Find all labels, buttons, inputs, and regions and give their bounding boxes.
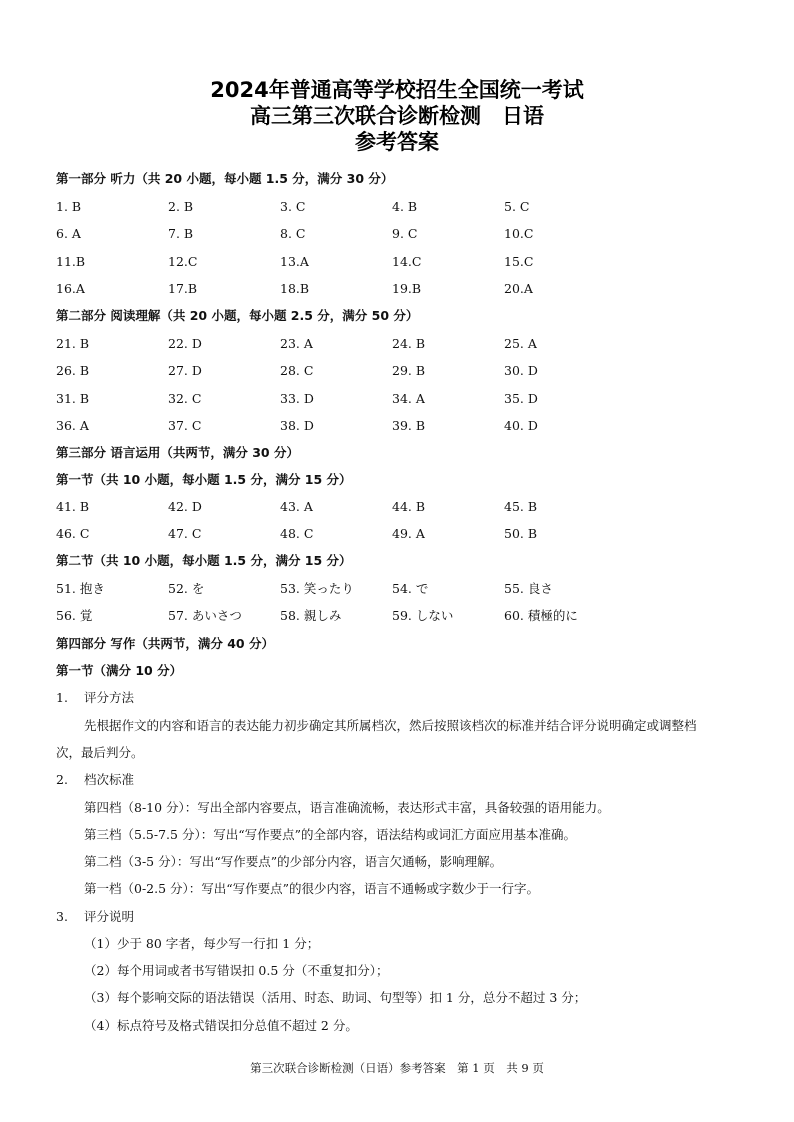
answer-item: 41. B bbox=[56, 499, 90, 514]
answer-item: 8. C bbox=[280, 226, 306, 242]
answer-item: 1. B bbox=[56, 199, 82, 214]
item2-title: 档次标准 bbox=[84, 772, 135, 787]
item3-title: 评分说明 bbox=[84, 909, 135, 924]
answer-item: 57. あいさつ bbox=[168, 608, 242, 624]
answer-item: 55. 良さ bbox=[504, 581, 553, 596]
answer-row bbox=[0, 418, 794, 434]
answer-row bbox=[0, 199, 794, 215]
item1-title: 评分方法 bbox=[84, 690, 135, 705]
answer-item: 32. C bbox=[168, 390, 202, 406]
answer-row bbox=[0, 581, 794, 597]
scoring-note-4: （4）标点符号及格式错误扣分总值不超过 2 分。 bbox=[84, 1018, 358, 1033]
answer-item: 45. B bbox=[504, 499, 538, 514]
answer-item: 42. D bbox=[168, 499, 202, 514]
grade-level-2: 第二档（3-5 分）：写出“写作要点”的少部分内容，语言欠通畅，影响理解。 bbox=[84, 854, 503, 869]
answer-item: 2. B bbox=[168, 199, 194, 214]
answer-item: 54. で bbox=[392, 581, 429, 596]
answer-row bbox=[0, 391, 794, 407]
answer-key-heading: 参考答案 bbox=[355, 130, 439, 154]
answer-item: 16.A bbox=[56, 281, 85, 297]
part3-heading: 第三部分 语言运用（共两节，满分 30 分） bbox=[56, 445, 299, 460]
answer-item: 38. D bbox=[280, 418, 314, 434]
part4-heading: 第四部分 写作（共两节，满分 40 分） bbox=[56, 636, 274, 651]
answer-item: 15.C bbox=[504, 253, 534, 269]
answer-item: 52. を bbox=[168, 581, 205, 596]
answer-item: 12.C bbox=[168, 253, 198, 269]
answer-item: 58. 親しみ bbox=[280, 608, 342, 624]
answer-item: 56. 覚 bbox=[56, 608, 93, 624]
answer-item: 24. B bbox=[392, 336, 426, 351]
answer-item: 39. B bbox=[392, 418, 426, 434]
answer-row bbox=[0, 226, 794, 242]
grade-level-1: 第一档（0-2.5 分）：写出“写作要点”的很少内容，语言不通畅或字数少于一行字。 bbox=[84, 881, 540, 896]
part4-section1-heading: 第一节（满分 10 分） bbox=[56, 663, 183, 678]
answer-item: 19.B bbox=[392, 281, 422, 297]
answer-row bbox=[0, 526, 794, 542]
answer-item: 37. C bbox=[168, 418, 202, 434]
answer-item: 31. B bbox=[56, 390, 90, 406]
answer-item: 60. 積極的に bbox=[504, 608, 578, 624]
answer-item: 4. B bbox=[392, 199, 418, 214]
answer-item: 6. A bbox=[56, 226, 81, 242]
answer-item: 13.A bbox=[280, 253, 309, 269]
grade-level-3: 第三档（5.5-7.5 分）：写出“写作要点”的全部内容，语法结构或词汇方面应用基本准确。 bbox=[84, 827, 576, 842]
answer-item: 40. D bbox=[504, 418, 538, 434]
answer-item: 23. A bbox=[280, 336, 313, 351]
answer-item: 5. C bbox=[504, 199, 530, 214]
part3-section1-heading: 第一节（共 10 小题，每小题 1.5 分，满分 15 分） bbox=[56, 472, 352, 487]
answer-item: 20.A bbox=[504, 281, 533, 297]
document-subtitle: 高三第三次联合诊断检测 日语 bbox=[250, 104, 544, 128]
item1-paragraph-line1: 先根据作文的内容和语言的表达能力初步确定其所属档次，然后按照该档次的标准并结合评分说明确定或调整档 bbox=[84, 718, 697, 733]
answer-item: 50. B bbox=[504, 526, 538, 542]
answer-item: 11.B bbox=[56, 253, 86, 269]
answer-item: 26. B bbox=[56, 363, 90, 379]
answer-item: 22. D bbox=[168, 336, 202, 351]
answer-item: 21. B bbox=[56, 336, 90, 351]
answer-item: 51. 抱き bbox=[56, 581, 105, 596]
answer-item: 10.C bbox=[504, 226, 534, 242]
part3-section2-heading: 第二节（共 10 小题，每小题 1.5 分，满分 15 分） bbox=[56, 553, 352, 568]
answer-item: 49. A bbox=[392, 526, 425, 542]
answer-item: 53. 笑ったり bbox=[280, 581, 354, 596]
answer-row bbox=[0, 363, 794, 379]
answer-item: 9. C bbox=[392, 226, 418, 242]
scoring-note-2: （2）每个用词或者书写错误扣 0.5 分（不重复扣分）； bbox=[84, 963, 389, 978]
answer-row bbox=[0, 281, 794, 297]
answer-item: 36. A bbox=[56, 418, 89, 434]
answer-row bbox=[0, 336, 794, 352]
part2-heading: 第二部分 阅读理解（共 20 小题，每小题 2.5 分，满分 50 分） bbox=[56, 308, 419, 323]
answer-item: 25. A bbox=[504, 336, 537, 351]
answer-item: 14.C bbox=[392, 253, 422, 269]
item3-number: 3. bbox=[56, 909, 68, 924]
answer-item: 34. A bbox=[392, 390, 425, 406]
answer-item: 44. B bbox=[392, 499, 426, 514]
item1-paragraph-line2: 次，最后判分。 bbox=[56, 745, 144, 760]
item2-number: 2. bbox=[56, 772, 68, 787]
answer-row bbox=[0, 608, 794, 624]
answer-item: 7. B bbox=[168, 226, 194, 242]
answer-row bbox=[0, 499, 794, 515]
answer-item: 59. しない bbox=[392, 608, 454, 624]
answer-item: 30. D bbox=[504, 363, 538, 379]
answer-item: 17.B bbox=[168, 281, 198, 297]
answer-item: 27. D bbox=[168, 363, 202, 379]
answer-item: 47. C bbox=[168, 526, 202, 542]
answer-item: 35. D bbox=[504, 390, 538, 406]
answer-item: 28. C bbox=[280, 363, 314, 379]
grade-level-4: 第四档（8-10 分）：写出全部内容要点，语言准确流畅，表达形式丰富，具备较强的语用能力。 bbox=[84, 800, 610, 815]
answer-item: 48. C bbox=[280, 526, 314, 542]
answer-item: 29. B bbox=[392, 363, 426, 379]
answer-item: 33. D bbox=[280, 390, 314, 406]
scoring-note-3: （3）每个影响交际的语法错误（活用、时态、助词、句型等）扣 1 分，总分不超过 3 分； bbox=[84, 990, 587, 1005]
answer-item: 46. C bbox=[56, 526, 90, 542]
part1-heading: 第一部分 听力（共 20 小题，每小题 1.5 分，满分 30 分） bbox=[56, 171, 394, 186]
item1-number: 1. bbox=[56, 690, 68, 705]
page-footer: 第三次联合诊断检测（日语）参考答案 第 1 页 共 9 页 bbox=[250, 1061, 544, 1075]
answer-item: 43. A bbox=[280, 499, 313, 514]
scoring-note-1: （1）少于 80 字者，每少写一行扣 1 分； bbox=[84, 936, 320, 951]
document-title: 2024年普通高等学校招生全国统一考试 bbox=[210, 78, 584, 102]
answer-row bbox=[0, 254, 794, 270]
answer-item: 18.B bbox=[280, 281, 310, 297]
answer-item: 3. C bbox=[280, 199, 306, 214]
